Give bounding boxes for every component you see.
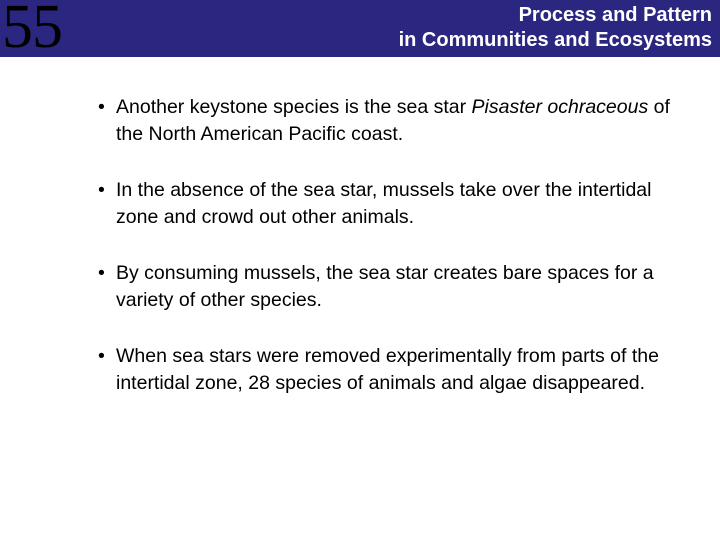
bullet-marker: • bbox=[98, 345, 105, 367]
bullet-text-part: of the North American Pacific coast. bbox=[116, 96, 670, 145]
bullet-marker: • bbox=[98, 96, 105, 118]
bullet-item bbox=[98, 94, 674, 148]
bullet-marker: • bbox=[98, 262, 105, 284]
bullet-item bbox=[98, 260, 674, 314]
bullet-text-part: Another keystone species is the sea star bbox=[116, 96, 472, 118]
slide-title-line-2: in Communities and Ecosystems bbox=[398, 29, 712, 51]
slide-title bbox=[399, 3, 712, 53]
bullet-marker: • bbox=[98, 179, 105, 201]
bullet-text: When sea stars were removed experimentally from parts of the intertidal zone, 28 species of animals and algae disappeared. bbox=[116, 345, 659, 394]
bullet-text: By consuming mussels, the sea star creates bare spaces for a variety of other species. bbox=[116, 262, 654, 311]
bullet-list bbox=[98, 94, 674, 426]
header-bar bbox=[0, 0, 720, 61]
bullet-item bbox=[98, 177, 674, 231]
bullet-item bbox=[98, 343, 674, 397]
chapter-number: 55 bbox=[2, 0, 62, 61]
slide-title-line-1: Process and Pattern bbox=[518, 4, 712, 26]
species-name: Pisaster ochraceous bbox=[471, 96, 649, 118]
bullet-text: In the absence of the sea star, mussels take over the intertidal zone and crowd out other animals. bbox=[116, 179, 652, 228]
bullet-text bbox=[116, 96, 670, 145]
